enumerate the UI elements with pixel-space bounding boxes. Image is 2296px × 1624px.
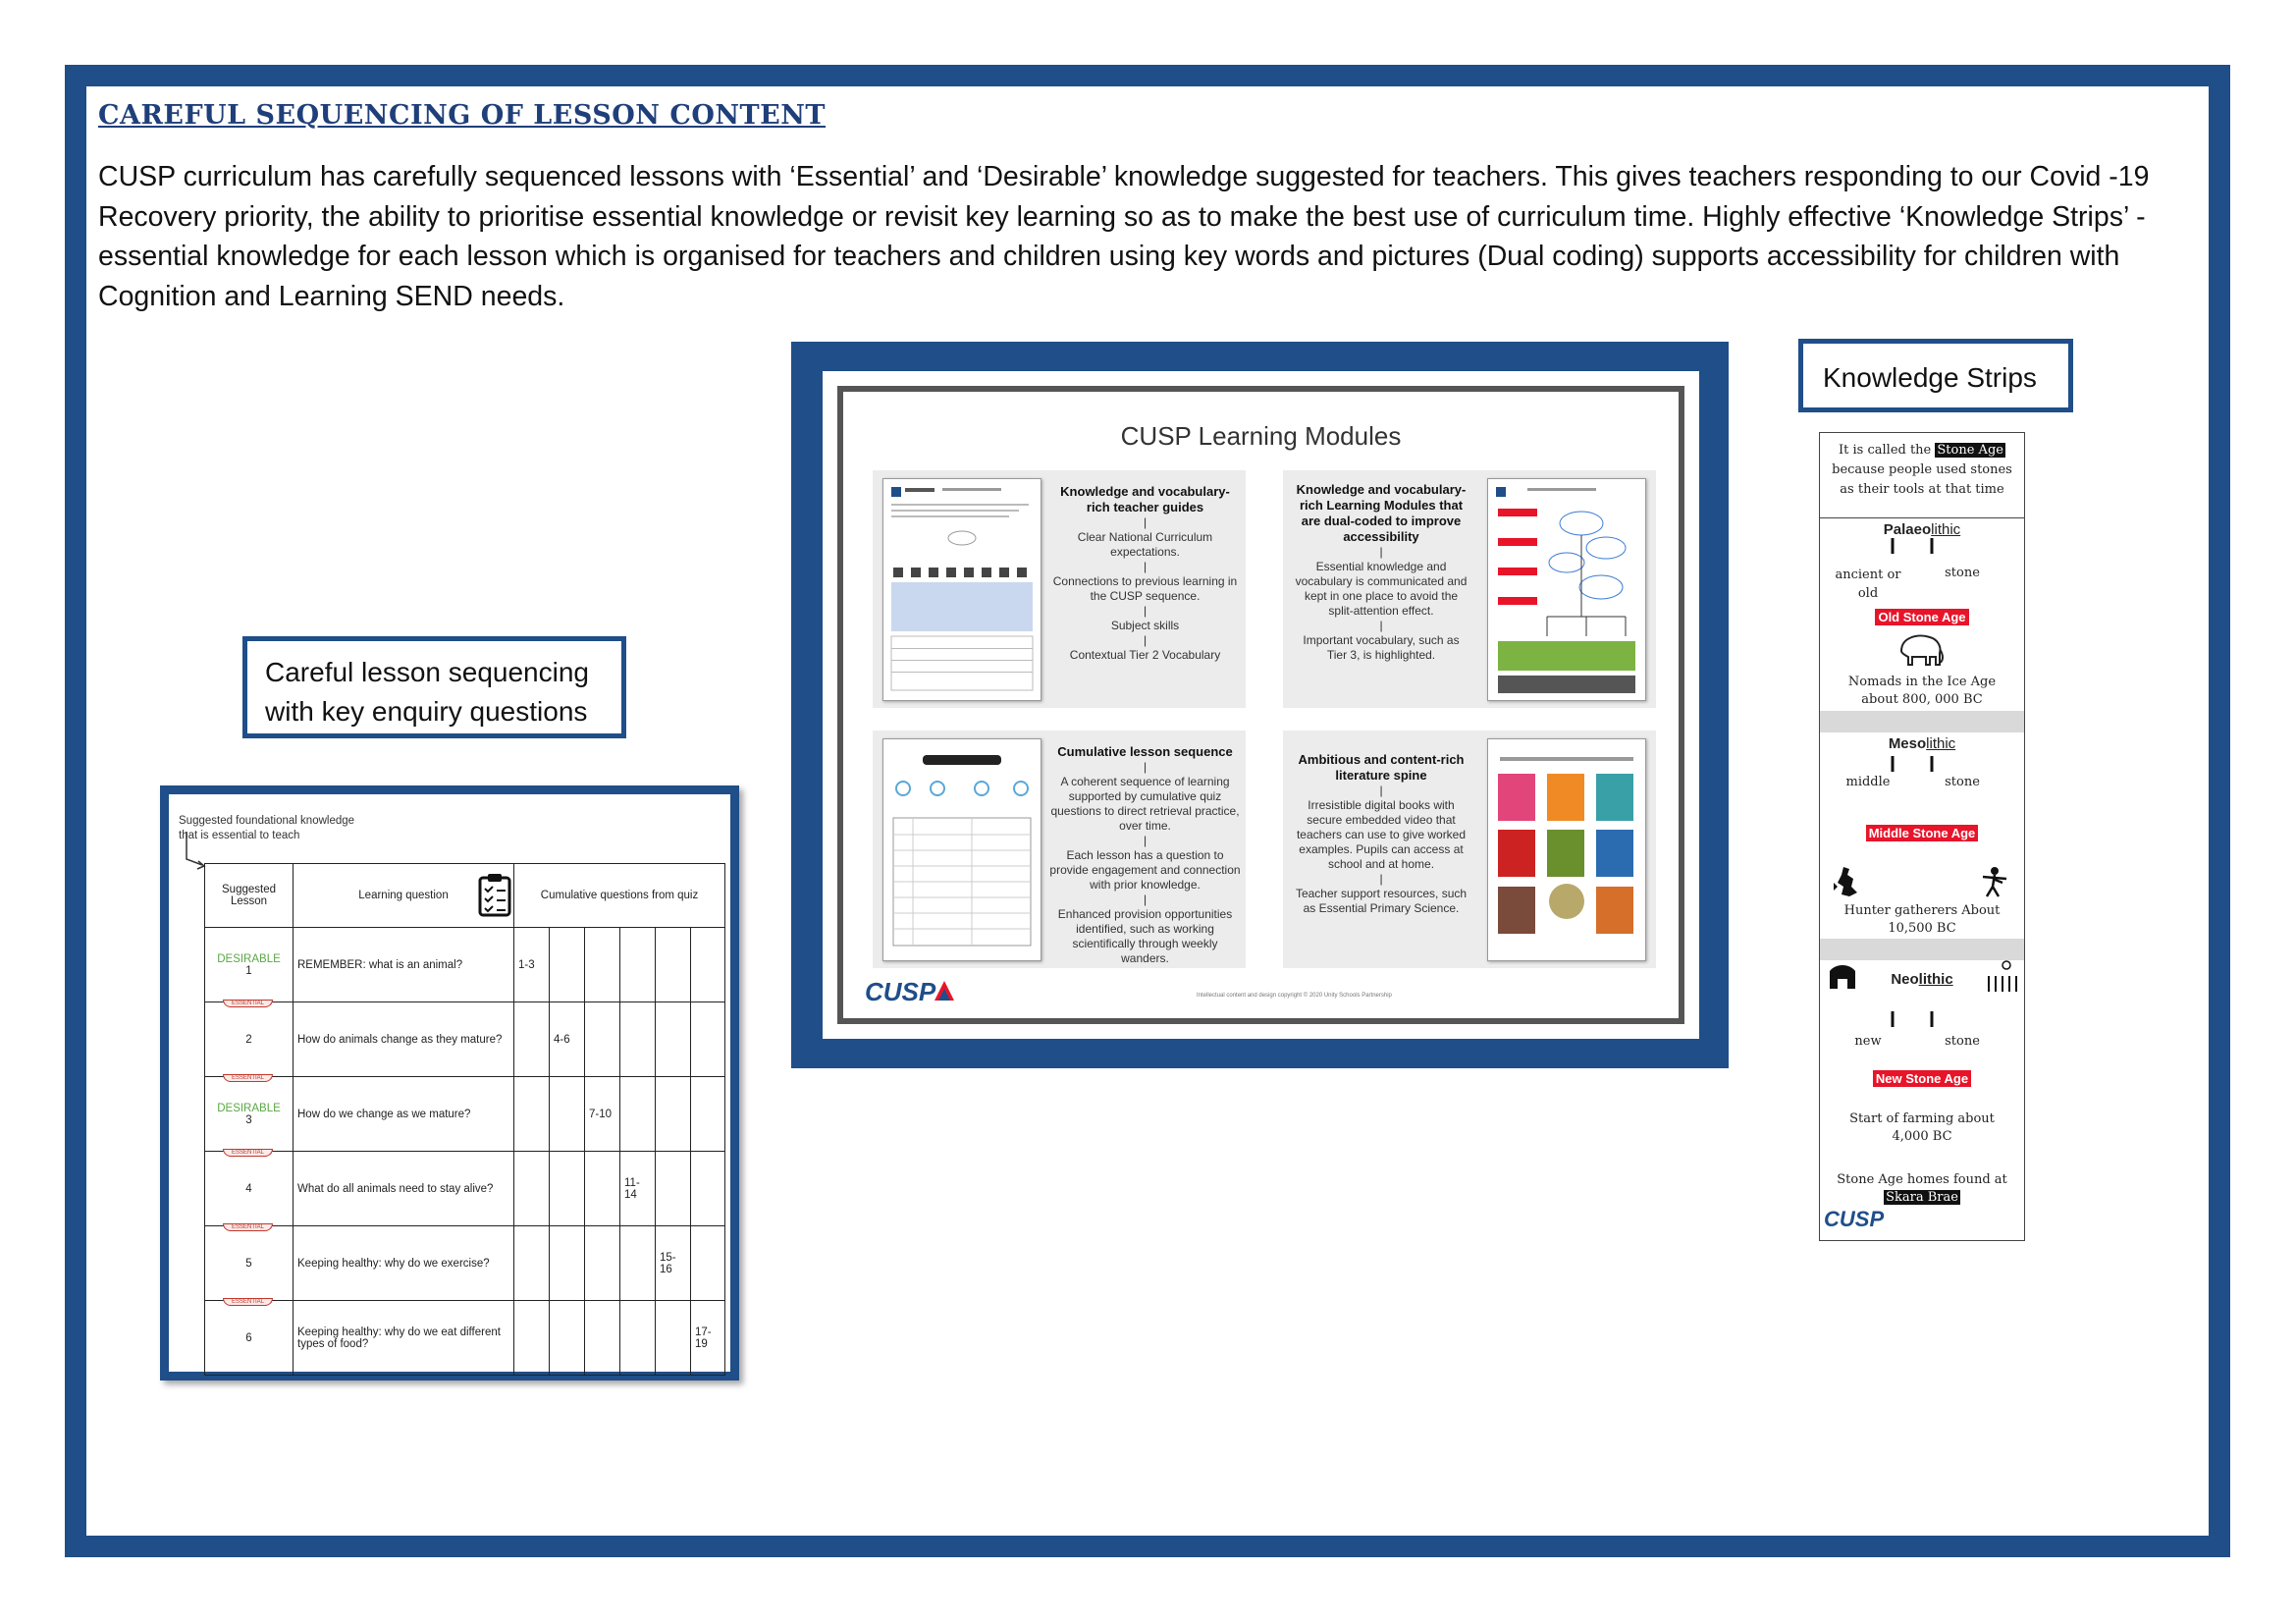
strip-meaning-stone-1: stone bbox=[1945, 566, 1980, 580]
essential-tag: ESSENTIAL bbox=[223, 1149, 273, 1157]
quiz-cell bbox=[514, 1301, 550, 1376]
strip-prefix-meso: Meso bbox=[1888, 735, 1927, 752]
strip-prefix-palaeo: Palaeo bbox=[1883, 521, 1932, 538]
strip-intro-a: It is called the bbox=[1839, 443, 1932, 458]
quiz-cell bbox=[550, 1301, 585, 1376]
teacher-guide-thumbnail bbox=[882, 478, 1041, 701]
learning-question-cell: Keeping healthy: why do we eat different types of food? bbox=[294, 1301, 514, 1376]
teacher-guides-line-1: Clear National Curriculum expectations. bbox=[1077, 530, 1213, 559]
strip-outro-text: Stone Age homes found at bbox=[1837, 1172, 2007, 1187]
page-heading: CAREFUL SEQUENCING OF LESSON CONTENT bbox=[98, 100, 827, 131]
quiz-cell: 7-10 bbox=[585, 1077, 620, 1152]
quiz-cell bbox=[585, 1226, 620, 1301]
quiz-cell bbox=[620, 1002, 656, 1077]
quiz-cell bbox=[656, 928, 691, 1002]
quiz-cell bbox=[656, 1301, 691, 1376]
quiz-cell bbox=[550, 1077, 585, 1152]
table-header-row bbox=[205, 864, 725, 928]
modules-title: CUSP Learning Modules bbox=[1120, 421, 1402, 451]
callout-knowledge-strips-text: Knowledge Strips bbox=[1823, 362, 2037, 393]
module-quadrant-cumulative-sequence bbox=[873, 731, 1246, 968]
teacher-guide-preview-image bbox=[883, 479, 1041, 700]
teacher-guides-title: Knowledge and vocabulary-rich teacher guides bbox=[1060, 484, 1230, 514]
table-row bbox=[205, 1152, 725, 1226]
quiz-cell bbox=[585, 928, 620, 1002]
essential-tag: ESSENTIAL bbox=[223, 1000, 273, 1007]
strip-meaning-ancient: ancient or old bbox=[1835, 568, 1901, 601]
cumulative-sequence-title: Cumulative lesson sequence bbox=[1057, 744, 1233, 759]
quiz-cell bbox=[514, 1152, 550, 1226]
table-row bbox=[205, 1301, 725, 1376]
literature-spine-title: Ambitious and content-rich literature spine bbox=[1298, 752, 1465, 783]
cumulative-sequence-text: Cumulative lesson sequence | A coherent sequence of learning supported by cumulative quiz questions to direct retrieval practice, over time. | Each lesson has a question to provide engagement and connection with prior knowledge. | Enhanced provision opportunities identified, such as working scientifically through weekly wanders. bbox=[1049, 744, 1241, 965]
strip-outro bbox=[1820, 1171, 2024, 1207]
table-row bbox=[205, 928, 725, 1002]
learning-module-preview-image bbox=[1488, 479, 1645, 700]
table-row bbox=[205, 1226, 725, 1301]
header-question bbox=[294, 864, 514, 928]
learning-modules-title: Knowledge and vocabulary-rich Learning Modules that are dual-coded to improve accessibility bbox=[1296, 482, 1467, 544]
modules-slide bbox=[837, 386, 1684, 1024]
quiz-cell bbox=[691, 1152, 725, 1226]
strip-suffix-lithic: lithic bbox=[1931, 521, 1961, 538]
teacher-guides-line-3: Subject skills bbox=[1110, 619, 1180, 632]
header-quiz: Cumulative questions from quiz bbox=[514, 864, 725, 928]
learning-question-cell: What do all animals need to stay alive? bbox=[294, 1152, 514, 1226]
foundational-note: Suggested foundational knowledge that is essential to teach bbox=[179, 815, 355, 841]
callout-lesson-sequencing bbox=[242, 636, 626, 738]
learning-question-cell: How do animals change as they mature? bbox=[294, 1002, 514, 1077]
lesson-cell bbox=[205, 1002, 294, 1081]
lesson-cell bbox=[205, 1152, 294, 1230]
lesson-number: 4 bbox=[245, 1182, 252, 1195]
teacher-guides-line-4: Contextual Tier 2 Vocabulary bbox=[1069, 648, 1221, 662]
quiz-cell bbox=[550, 1152, 585, 1226]
essential-tag: ESSENTIAL bbox=[223, 1074, 273, 1082]
strip-suffix-lithic-2: lithic bbox=[1926, 735, 1956, 752]
literature-spine-line-2: Teacher support resources, such as Essential Primary Science. bbox=[1295, 887, 1468, 915]
strip-ticks bbox=[1819, 530, 2023, 1080]
learning-modules-text: Knowledge and vocabulary-rich Learning Modules that are dual-coded to improve accessibility | Essential knowledge and vocabulary is communicated and kept in one place to avoid the split-attention effect. | Important vocabulary, such as Tier 3, is highlighted. bbox=[1295, 482, 1468, 662]
lesson-number: 2 bbox=[245, 1033, 252, 1046]
literature-spine-line-1: Irresistible digital books with secure embedded video that teachers can use to give worked examples. Pupils can access at school and at home. bbox=[1296, 798, 1467, 871]
intro-paragraph: CUSP curriculum has carefully sequenced lessons with ‘Essential’ and ‘Desirable’ knowledge suggested for teachers. This gives teachers responding to our Covid -19 Recovery priority, the ability to prioritise essential knowledge or revisit key learning so as to make the best use of curriculum time. Highly effective ‘Knowledge Strips’ - essential knowledge for each lesson which is organised for teachers and children using key words and pictures (Dual coding) supports accessibility for children with Cognition and Learning SEND needs. bbox=[98, 161, 2150, 312]
learning-question-cell: How do we change as we mature? bbox=[294, 1077, 514, 1152]
quiz-cell: 1-3 bbox=[514, 928, 550, 1002]
strip-desc-1: Nomads in the Ice Age about 800, 000 BC bbox=[1847, 675, 1997, 707]
quiz-cell: 17-19 bbox=[691, 1301, 725, 1376]
strip-cusp-logo: CUSP bbox=[1824, 1207, 1885, 1231]
strip-suffix-lithic-3: lithic bbox=[1918, 971, 1953, 988]
quiz-cell bbox=[656, 1077, 691, 1152]
strip-intro-b: because people used stones as their tools at that time bbox=[1832, 462, 2012, 497]
quiz-cell bbox=[514, 1077, 550, 1152]
quiz-cell bbox=[656, 1152, 691, 1226]
teacher-guides-line-2: Connections to previous learning in the CUSP sequence. bbox=[1052, 574, 1238, 603]
strip-divider bbox=[1820, 517, 2024, 518]
learning-question-cell: REMEMBER: what is an animal? bbox=[294, 928, 514, 1002]
quiz-cell bbox=[620, 928, 656, 1002]
literature-spine-text: Ambitious and content-rich literature spine | Irresistible digital books with secure embedded video that teachers can use to give worked examples. Pupils can access at school and at home. | Teacher support resources, such as Essential Primary Science. bbox=[1295, 752, 1468, 915]
desirable-tag: DESIRABLE bbox=[217, 1102, 281, 1114]
quiz-cell bbox=[550, 1226, 585, 1301]
essential-tag: ESSENTIAL bbox=[223, 1298, 273, 1306]
cumulative-sequence-line-3: Enhanced provision opportunities identified, such as working scientifically through weekly wanders. bbox=[1057, 907, 1233, 965]
learning-modules-line-1: Essential knowledge and vocabulary is communicated and kept in one place to avoid the split-attention effect. bbox=[1295, 560, 1468, 618]
strip-label-old-text: Old Stone Age bbox=[1875, 609, 1968, 625]
strip-intro bbox=[1820, 441, 2024, 500]
header-lesson: Suggested Lesson bbox=[205, 864, 294, 928]
strip-label-new-text: New Stone Age bbox=[1873, 1070, 1971, 1087]
quiz-cell bbox=[656, 1002, 691, 1077]
quiz-cell bbox=[550, 928, 585, 1002]
strip-outro-highlight: Skara Brae bbox=[1886, 1190, 1958, 1205]
strip-desc-2: Hunter gatherers About 10,500 BC bbox=[1843, 903, 2001, 936]
lesson-table-panel bbox=[160, 785, 739, 1380]
cumulative-sequence-line-2: Each lesson has a question to provide engagement and connection with prior knowledge. bbox=[1049, 848, 1241, 892]
quiz-cell bbox=[691, 1077, 725, 1152]
strip-label-middle-text: Middle Stone Age bbox=[1866, 825, 1979, 841]
quiz-cell bbox=[514, 1226, 550, 1301]
desirable-tag: DESIRABLE bbox=[217, 952, 281, 965]
strip-prefix-neo: Neo bbox=[1891, 971, 1919, 988]
lesson-number: 5 bbox=[245, 1257, 252, 1270]
quiz-cell bbox=[620, 1301, 656, 1376]
quiz-cell bbox=[691, 1002, 725, 1077]
quiz-cell: 15-16 bbox=[656, 1226, 691, 1301]
lesson-sequence-thumbnail bbox=[882, 738, 1041, 961]
learning-module-thumbnail bbox=[1487, 478, 1646, 701]
module-quadrant-learning-modules bbox=[1283, 470, 1656, 708]
strip-meaning-middle: middle bbox=[1845, 775, 1891, 789]
book-covers-preview-image bbox=[1488, 739, 1645, 960]
learning-modules-line-2: Important vocabulary, such as Tier 3, is highlighted. bbox=[1303, 633, 1460, 662]
quiz-cell bbox=[620, 1077, 656, 1152]
lesson-cell bbox=[205, 928, 294, 1006]
lesson-cell bbox=[205, 1226, 294, 1305]
cusp-logo-triangle-icon bbox=[934, 981, 954, 1001]
lesson-number: 3 bbox=[245, 1113, 252, 1126]
header-question-text: Learning question bbox=[358, 890, 449, 901]
quiz-cell bbox=[585, 1301, 620, 1376]
strip-meaning-new: new bbox=[1854, 1034, 1882, 1049]
lesson-table bbox=[204, 863, 725, 1376]
callout-lesson-sequencing-text: Careful lesson sequencing with key enquiry questions bbox=[265, 657, 589, 727]
teacher-guides-text: Knowledge and vocabulary-rich teacher guides | Clear National Curriculum expectations. | Connections to previous learning in the CUSP sequence. | Subject skills | Contextual Tier 2 Vocabulary bbox=[1052, 484, 1238, 662]
cusp-logo: CUSP bbox=[865, 977, 936, 1006]
quiz-cell bbox=[585, 1152, 620, 1226]
strip-intro-highlight: Stone Age bbox=[1937, 443, 2003, 458]
strip-meaning-stone-2: stone bbox=[1945, 775, 1980, 789]
strip-meaning-stone-3: stone bbox=[1945, 1034, 1980, 1049]
quiz-cell bbox=[691, 1226, 725, 1301]
quiz-cell bbox=[620, 1226, 656, 1301]
module-quadrant-literature-spine bbox=[1283, 731, 1656, 968]
callout-knowledge-strips bbox=[1798, 339, 2073, 412]
quiz-cell: 11-14 bbox=[620, 1152, 656, 1226]
module-quadrant-teacher-guides bbox=[873, 470, 1246, 708]
quiz-cell bbox=[514, 1002, 550, 1077]
quiz-cell bbox=[585, 1002, 620, 1077]
lesson-number: 1 bbox=[245, 964, 252, 977]
lesson-sequence-preview-image bbox=[883, 739, 1041, 960]
table-row bbox=[205, 1002, 725, 1077]
quiz-cell bbox=[691, 928, 725, 1002]
literature-spine-thumbnail bbox=[1487, 738, 1646, 961]
quiz-cell: 4-6 bbox=[550, 1002, 585, 1077]
essential-tag: ESSENTIAL bbox=[223, 1223, 273, 1231]
copyright-footer: Intellectual content and design copyright © 2020 Unity Schools Partnership bbox=[1197, 993, 1392, 999]
cumulative-sequence-line-1: A coherent sequence of learning supported by cumulative quiz questions to direct retrieval practice, over time. bbox=[1050, 775, 1240, 833]
lesson-number: 6 bbox=[245, 1331, 252, 1344]
lesson-cell bbox=[205, 1077, 294, 1156]
clipboard-checklist-icon bbox=[476, 872, 515, 917]
learning-question-cell: Keeping healthy: why do we exercise? bbox=[294, 1226, 514, 1301]
table-row bbox=[205, 1077, 725, 1152]
lesson-cell bbox=[205, 1301, 294, 1376]
strip-desc-3: Start of farming about 4,000 BC bbox=[1849, 1111, 1995, 1144]
